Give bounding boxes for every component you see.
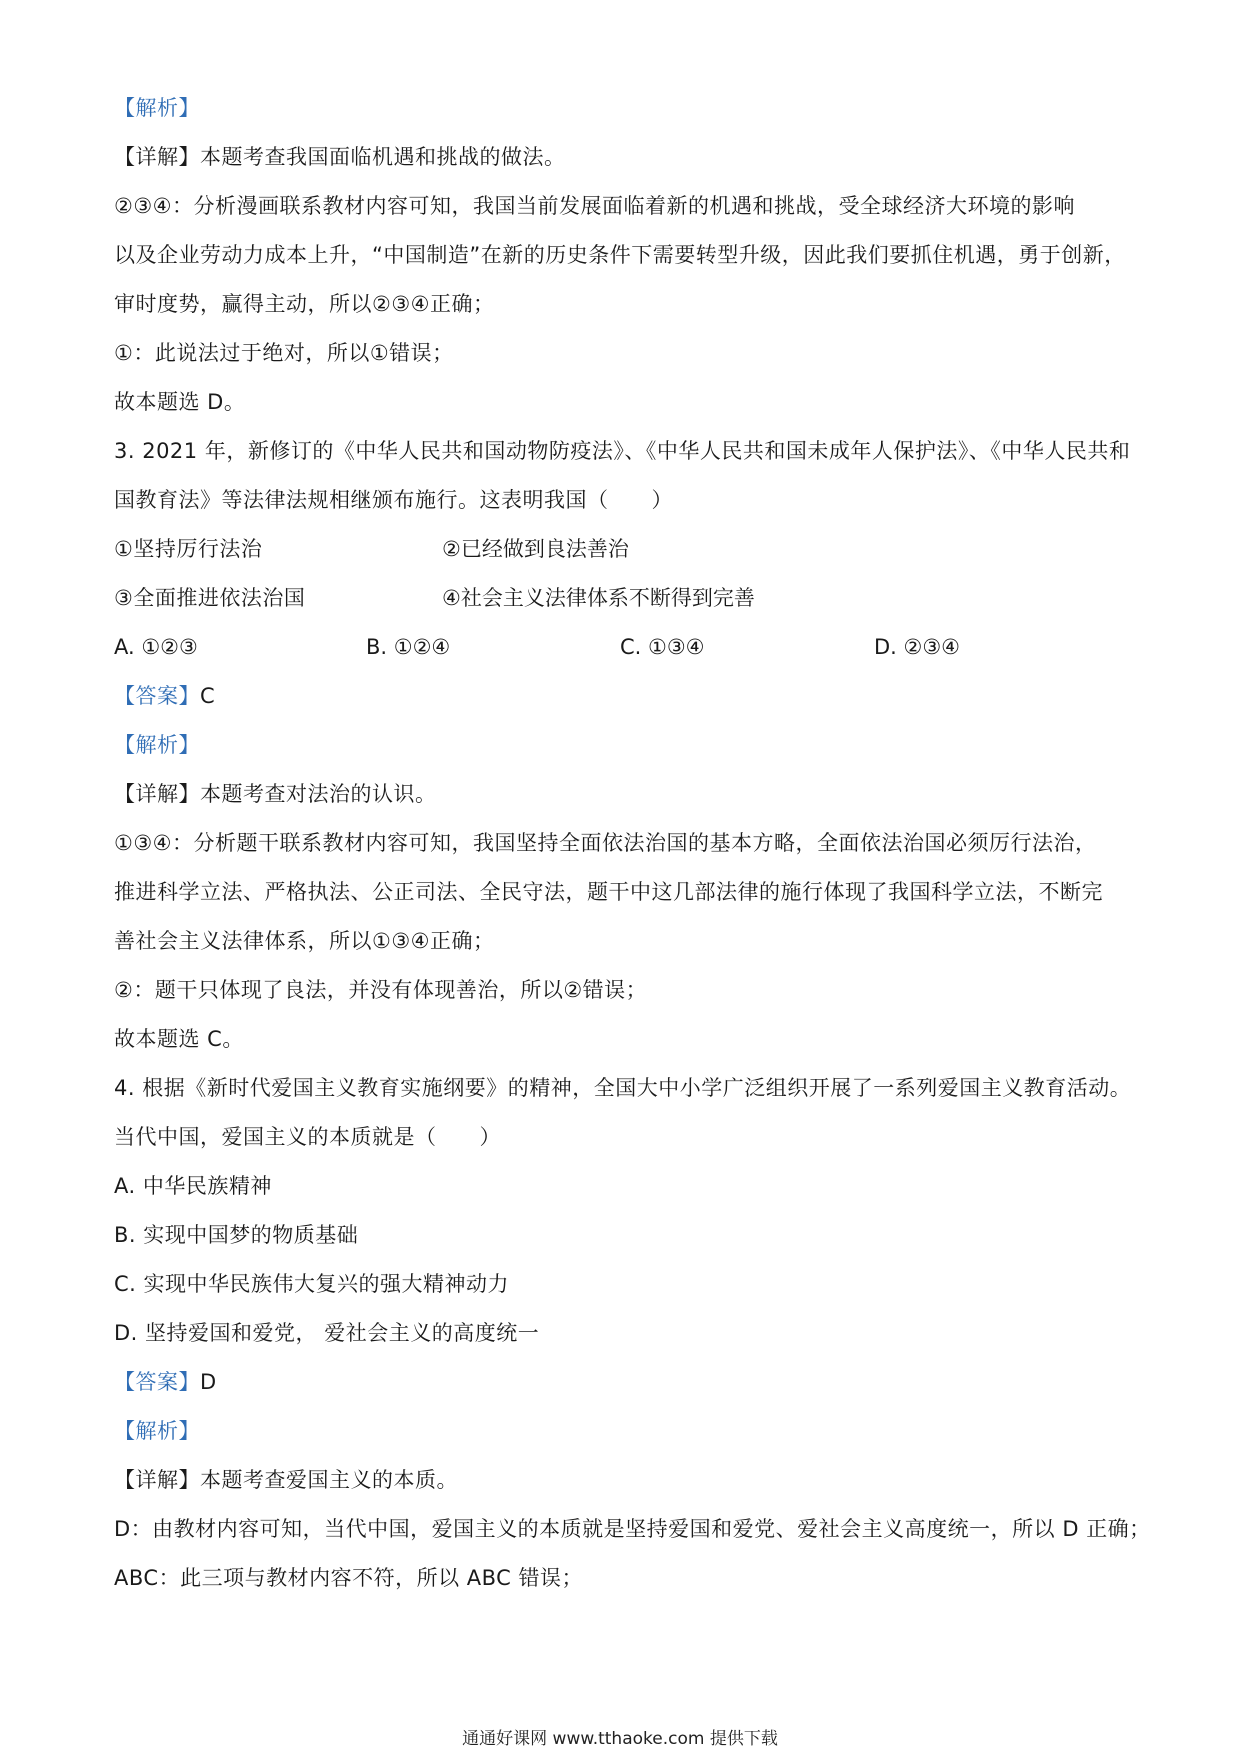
detail-label: 【详解】 xyxy=(114,145,200,169)
answer-label: 【答案】 xyxy=(114,684,200,708)
explanation-line: 善社会主义法律体系，所以①③④正确； xyxy=(114,929,495,953)
detail-line xyxy=(114,142,566,172)
option-c: C. 实现中华民族伟大复兴的强大精神动力 xyxy=(114,1272,510,1296)
option-b: B. 实现中国梦的物质基础 xyxy=(114,1223,359,1247)
statement-3: ③全面推进依法治国 xyxy=(114,586,306,610)
explanation-line: 审时度势，赢得主动，所以②③④正确； xyxy=(114,292,495,316)
analysis-label: 【解析】 xyxy=(114,1419,200,1443)
analysis-label: 【解析】 xyxy=(114,733,200,757)
option-a: A. 中华民族精神 xyxy=(114,1174,272,1198)
footer-watermark: 通通好课网 www.tthaoke.com 提供下载 xyxy=(462,1729,778,1749)
explanation-line: ②：题干只体现了良法，并没有体现善治，所以②错误； xyxy=(114,978,648,1002)
detail-text: 本题考查对法治的认识。 xyxy=(200,782,437,806)
explanation-line: 推进科学立法、严格执法、公正司法、全民守法，题干中这几部法律的施行体现了我国科学立法，不断完 xyxy=(114,880,1103,904)
explanation-line: D：由教材内容可知，当代中国，爱国主义的本质就是坚持爱国和爱党、爱社会主义高度统一，所以 D 正确； xyxy=(114,1517,1151,1541)
question-4-stem-cont: 当代中国，爱国主义的本质就是（ ） xyxy=(114,1125,501,1149)
detail-label: 【详解】 xyxy=(114,782,200,806)
statement-2: ②已经做到良法善治 xyxy=(442,537,629,561)
conclusion-line: 故本题选 C。 xyxy=(114,1027,244,1051)
answer-value: D xyxy=(200,1370,217,1394)
conclusion-line: 故本题选 D。 xyxy=(114,390,246,414)
analysis-label: 【解析】 xyxy=(114,96,200,120)
answer-line xyxy=(114,681,215,711)
explanation-line: 以及企业劳动力成本上升，“中国制造”在新的历史条件下需要转型升级，因此我们要抓住机遇，勇于创新， xyxy=(114,243,1126,267)
detail-text: 本题考查爱国主义的本质。 xyxy=(200,1468,458,1492)
detail-label: 【详解】 xyxy=(114,1468,200,1492)
explanation-line: ABC：此三项与教材内容不符，所以 ABC 错误； xyxy=(114,1566,583,1590)
question-3-stem: 3. 2021 年，新修订的《中华人民共和国动物防疫法》、《中华人民共和国未成年人保护法》、《中华人民共和 xyxy=(114,439,1131,463)
option-d: D. 坚持爱国和爱党， 爱社会主义的高度统一 xyxy=(114,1321,540,1345)
question-4-stem: 4. 根据《新时代爱国主义教育实施纲要》的精神，全国大中小学广泛组织开展了一系列爱国主义教育活动。 xyxy=(114,1076,1132,1100)
detail-line xyxy=(114,1465,458,1495)
statement-4: ④社会主义法律体系不断得到完善 xyxy=(442,586,755,610)
detail-line xyxy=(114,779,437,809)
answer-value: C xyxy=(200,684,216,708)
explanation-line: ①③④：分析题干联系教材内容可知，我国坚持全面依法治国的基本方略，全面依法治国必须厉行法治， xyxy=(114,831,1097,855)
explanation-line: ②③④：分析漫画联系教材内容可知，我国当前发展面临着新的机遇和挑战，受全球经济大环境的影响 xyxy=(114,194,1075,218)
statement-1: ①坚持厉行法治 xyxy=(114,537,263,561)
option-b: B. ①②④ xyxy=(366,635,451,659)
option-c: C. ①③④ xyxy=(620,635,705,659)
explanation-line: ①：此说法过于绝对，所以①错误； xyxy=(114,341,454,365)
answer-line xyxy=(114,1367,217,1397)
answer-label: 【答案】 xyxy=(114,1370,200,1394)
question-3-stem-cont: 国教育法》等法律法规相继颁布施行。这表明我国（ ） xyxy=(114,488,673,512)
option-a: A. ①②③ xyxy=(114,635,198,659)
detail-text: 本题考查我国面临机遇和挑战的做法。 xyxy=(200,145,566,169)
option-d: D. ②③④ xyxy=(874,635,960,659)
